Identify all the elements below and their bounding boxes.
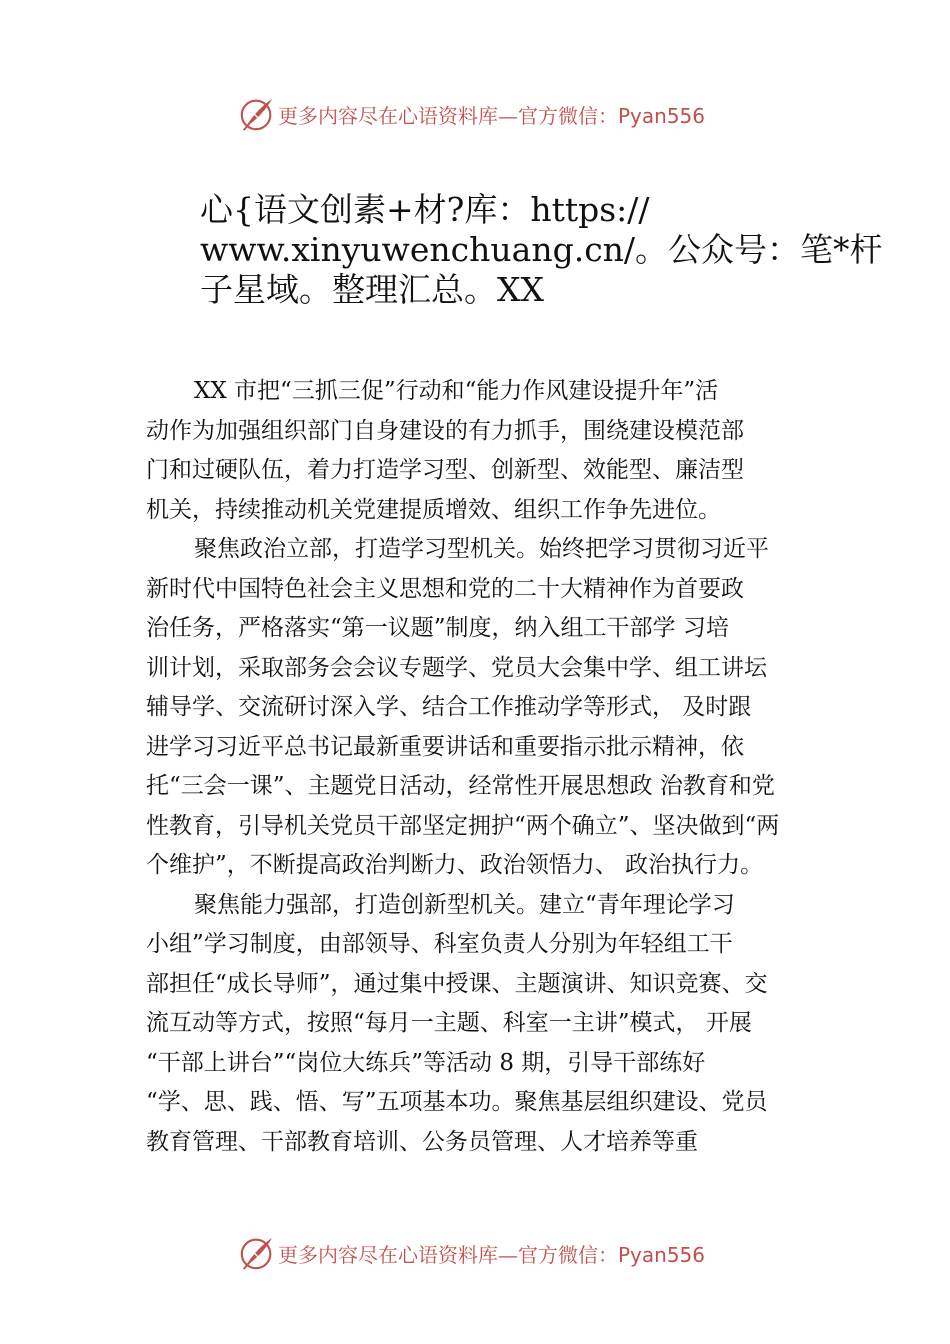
body-line: “学、思、践、悟、写”五项基本功。聚焦基层组织建设、党员: [146, 1089, 768, 1115]
body-line: 进学习习近平总书记最新重要讲话和重要指示批示精神，依: [146, 733, 744, 760]
body-line: 辅导学、交流研讨深入学、结合工作推动学等形式， 及时跟: [146, 694, 752, 720]
title-line: 心{语文创素+材?库：https://: [200, 190, 650, 229]
title-line: www.xinyuwenchuang.cn/。公众号：笔*杆: [200, 230, 883, 269]
body-line: 训计划，采取部务会会议专题学、党员大会集中学、组工讲坛: [146, 654, 767, 681]
header-wechat-id: Pyan556: [618, 103, 706, 128]
body-line: 部担任“成长导师”，通过集中授课、主题演讲、知识竞赛、交: [146, 970, 768, 997]
header-banner-label: 更多内容尽在心语资料库—官方微信：: [278, 103, 618, 128]
body-line: 聚焦能力强部，打造创新型机关。建立“青年理论学习: [194, 891, 735, 918]
document-title: [200, 190, 883, 310]
footer-banner-label: 更多内容尽在心语资料库—官方微信：: [278, 1242, 618, 1267]
header-banner: [238, 94, 705, 134]
body-line: 机关，持续推动机关党建提质增效、组织工作争先进位。: [146, 496, 721, 523]
body-line: 托“三会一课”、主题党日活动，经常性开展思想政 治教育和党: [146, 773, 775, 799]
footer-banner: [238, 1233, 705, 1273]
body-line: 个维护”，不断提高政治判断力、政治领悟力、 政治执行力。: [146, 852, 764, 878]
body-line: 小组”学习制度，由部领导、科室负责人分别为年轻组工干: [146, 931, 733, 957]
body-line: 教育管理、干部教育培训、公务员管理、人才培养等重: [146, 1128, 698, 1155]
quill-pen-logo-icon: [238, 95, 276, 133]
header-banner-text: [278, 100, 705, 129]
body-line: “干部上讲台”“岗位大练兵”等活动 8 期，引导干部练好: [146, 1049, 706, 1076]
footer-wechat-id: Pyan556: [618, 1242, 706, 1267]
body-line: 聚焦政治立部，打造学习型机关。始终把学习贯彻习近平: [194, 536, 769, 562]
footer-banner-text: [278, 1239, 705, 1268]
body-line: 新时代中国特色社会主义思想和党的二十大精神作为首要政: [146, 575, 744, 602]
body-line: 门和过硬队伍，着力打造学习型、创新型、效能型、廉洁型: [146, 457, 744, 483]
body-line: XX 市把“三抓三促”行动和“能力作风建设提升年”活: [194, 378, 719, 404]
title-line: 子星域。整理汇总。XX: [200, 270, 544, 309]
body-line: 流互动等方式，按照“每月一主题、科室一主讲”模式， 开展: [146, 1010, 752, 1036]
document-body: [146, 372, 836, 1162]
quill-pen-logo-icon: [238, 1234, 276, 1272]
body-line: 动作为加强组织部门自身建设的有力抓手，围绕建设模范部: [146, 417, 744, 444]
body-line: 治任务，严格落实“第一议题”制度，纳入组工干部学 习培: [146, 615, 729, 641]
body-line: 性教育，引导机关党员干部坚定拥护“两个确立”、坚决做到“两: [146, 812, 780, 839]
